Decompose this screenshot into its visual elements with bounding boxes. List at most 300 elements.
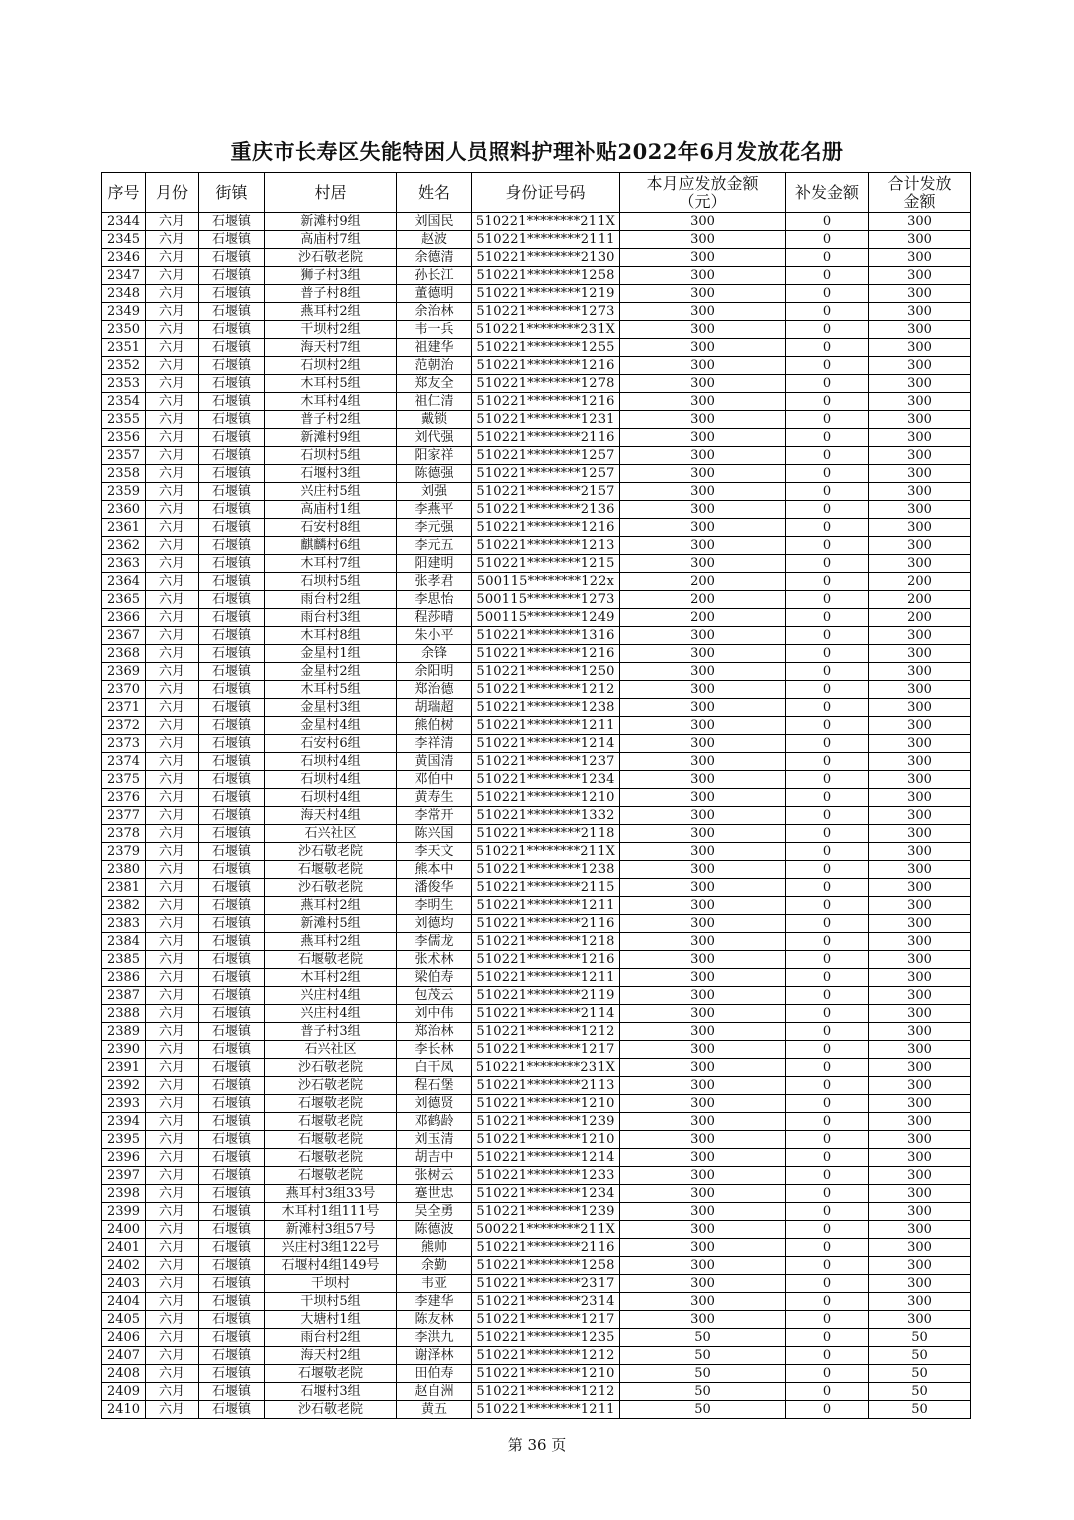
cell-name: 蹇世忠 (397, 1185, 472, 1203)
cell-month: 六月 (146, 861, 199, 879)
cell-village: 石安村8组 (265, 519, 397, 537)
table-row (102, 591, 971, 609)
cell-village: 石坝村4组 (265, 789, 397, 807)
cell-name: 刘强 (397, 483, 472, 501)
cell-name: 李燕平 (397, 501, 472, 519)
cell-name: 韦亚 (397, 1275, 472, 1293)
cell-total: 300 (869, 843, 971, 861)
cell-name: 李洪九 (397, 1329, 472, 1347)
cell-amount-due: 300 (620, 825, 786, 843)
cell-month: 六月 (146, 519, 199, 537)
cell-name: 李长林 (397, 1041, 472, 1059)
cell-id-number: 510221********1239 (472, 1203, 620, 1221)
cell-town: 石堰镇 (199, 1311, 265, 1329)
cell-supplement: 0 (786, 465, 869, 483)
cell-town: 石堰镇 (199, 1185, 265, 1203)
cell-village: 兴庄村4组 (265, 987, 397, 1005)
cell-supplement: 0 (786, 1329, 869, 1347)
cell-total: 300 (869, 969, 971, 987)
cell-amount-due: 300 (620, 699, 786, 717)
cell-amount-due: 300 (620, 1149, 786, 1167)
cell-supplement: 0 (786, 915, 869, 933)
cell-id-number: 510221********1257 (472, 465, 620, 483)
cell-serial-no: 2354 (102, 393, 146, 411)
table-row (102, 717, 971, 735)
cell-supplement: 0 (786, 807, 869, 825)
cell-name: 郑治林 (397, 1023, 472, 1041)
cell-name: 陈德强 (397, 465, 472, 483)
cell-total: 200 (869, 609, 971, 627)
cell-supplement: 0 (786, 555, 869, 573)
cell-supplement: 0 (786, 303, 869, 321)
cell-town: 石堰镇 (199, 249, 265, 267)
cell-town: 石堰镇 (199, 879, 265, 897)
cell-serial-no: 2376 (102, 789, 146, 807)
cell-village: 兴庄村4组 (265, 1005, 397, 1023)
cell-id-number: 510221********2118 (472, 825, 620, 843)
cell-village: 雨台村2组 (265, 591, 397, 609)
cell-serial-no: 2380 (102, 861, 146, 879)
cell-town: 石堰镇 (199, 735, 265, 753)
cell-name: 余治林 (397, 303, 472, 321)
cell-id-number: 510221********231X (472, 1059, 620, 1077)
cell-name: 李建华 (397, 1293, 472, 1311)
cell-village: 海天村2组 (265, 1347, 397, 1365)
cell-id-number: 510221********1217 (472, 1041, 620, 1059)
table-row (102, 915, 971, 933)
cell-town: 石堰镇 (199, 465, 265, 483)
cell-total: 300 (869, 1167, 971, 1185)
cell-amount-due: 300 (620, 915, 786, 933)
cell-name: 李思怡 (397, 591, 472, 609)
cell-town: 石堰镇 (199, 375, 265, 393)
cell-total: 300 (869, 519, 971, 537)
cell-id-number: 500115********122x (472, 573, 620, 591)
cell-amount-due: 300 (620, 951, 786, 969)
cell-total: 300 (869, 411, 971, 429)
cell-name: 李祥清 (397, 735, 472, 753)
cell-town: 石堰镇 (199, 969, 265, 987)
cell-id-number: 510221********2114 (472, 1005, 620, 1023)
cell-town: 石堰镇 (199, 1041, 265, 1059)
header-town: 街镇 (199, 173, 265, 213)
table-row (102, 627, 971, 645)
cell-amount-due: 300 (620, 1293, 786, 1311)
cell-town: 石堰镇 (199, 753, 265, 771)
cell-id-number: 510221********1316 (472, 627, 620, 645)
cell-month: 六月 (146, 1005, 199, 1023)
cell-total: 300 (869, 501, 971, 519)
cell-total: 300 (869, 1113, 971, 1131)
cell-month: 六月 (146, 285, 199, 303)
cell-month: 六月 (146, 1311, 199, 1329)
cell-id-number: 510221********1216 (472, 951, 620, 969)
cell-amount-due: 300 (620, 987, 786, 1005)
cell-id-number: 500221********211X (472, 1221, 620, 1239)
cell-serial-no: 2377 (102, 807, 146, 825)
cell-supplement: 0 (786, 1401, 869, 1419)
cell-village: 海天村4组 (265, 807, 397, 825)
cell-village: 高庙村1组 (265, 501, 397, 519)
cell-village: 石堰村4组149号 (265, 1257, 397, 1275)
cell-id-number: 510221********1219 (472, 285, 620, 303)
cell-supplement: 0 (786, 231, 869, 249)
cell-town: 石堰镇 (199, 411, 265, 429)
table-row (102, 375, 971, 393)
cell-village: 木耳村7组 (265, 555, 397, 573)
table-row (102, 933, 971, 951)
cell-id-number: 500115********1273 (472, 591, 620, 609)
cell-town: 石堰镇 (199, 663, 265, 681)
cell-total: 300 (869, 1059, 971, 1077)
cell-village: 石坝村4组 (265, 753, 397, 771)
table-row (102, 771, 971, 789)
cell-serial-no: 2399 (102, 1203, 146, 1221)
cell-amount-due: 300 (620, 357, 786, 375)
cell-town: 石堰镇 (199, 1383, 265, 1401)
cell-id-number: 510221********2317 (472, 1275, 620, 1293)
cell-total: 300 (869, 717, 971, 735)
cell-town: 石堰镇 (199, 627, 265, 645)
cell-supplement: 0 (786, 627, 869, 645)
table-row (102, 663, 971, 681)
cell-total: 300 (869, 231, 971, 249)
table-row (102, 1023, 971, 1041)
cell-amount-due: 300 (620, 1023, 786, 1041)
cell-name: 陈友林 (397, 1311, 472, 1329)
cell-total: 300 (869, 1095, 971, 1113)
cell-supplement: 0 (786, 1095, 869, 1113)
cell-serial-no: 2391 (102, 1059, 146, 1077)
cell-name: 余阳明 (397, 663, 472, 681)
table-row (102, 1185, 971, 1203)
cell-amount-due: 300 (620, 1077, 786, 1095)
table-row (102, 1347, 971, 1365)
cell-village: 石堰村3组 (265, 1383, 397, 1401)
cell-supplement: 0 (786, 501, 869, 519)
cell-total: 300 (869, 249, 971, 267)
cell-id-number: 510221********2116 (472, 915, 620, 933)
cell-town: 石堰镇 (199, 825, 265, 843)
cell-amount-due: 300 (620, 501, 786, 519)
cell-village: 石堰敬老院 (265, 861, 397, 879)
cell-month: 六月 (146, 1275, 199, 1293)
cell-total: 300 (869, 1131, 971, 1149)
cell-town: 石堰镇 (199, 267, 265, 285)
cell-amount-due: 300 (620, 663, 786, 681)
cell-supplement: 0 (786, 1023, 869, 1041)
cell-amount-due: 300 (620, 789, 786, 807)
cell-serial-no: 2345 (102, 231, 146, 249)
cell-supplement: 0 (786, 843, 869, 861)
cell-total: 300 (869, 987, 971, 1005)
cell-supplement: 0 (786, 933, 869, 951)
cell-serial-no: 2344 (102, 213, 146, 231)
cell-town: 石堰镇 (199, 789, 265, 807)
cell-month: 六月 (146, 681, 199, 699)
cell-total: 300 (869, 1221, 971, 1239)
cell-amount-due: 300 (620, 1239, 786, 1257)
cell-village: 普子村3组 (265, 1023, 397, 1041)
cell-village: 石坝村4组 (265, 771, 397, 789)
cell-name: 范朝治 (397, 357, 472, 375)
cell-amount-due: 200 (620, 591, 786, 609)
table-row (102, 1293, 971, 1311)
cell-month: 六月 (146, 915, 199, 933)
cell-name: 张孝君 (397, 573, 472, 591)
cell-total: 300 (869, 1311, 971, 1329)
cell-supplement: 0 (786, 483, 869, 501)
cell-supplement: 0 (786, 1257, 869, 1275)
cell-village: 沙石敬老院 (265, 249, 397, 267)
cell-id-number: 510221********1212 (472, 1023, 620, 1041)
cell-amount-due: 300 (620, 897, 786, 915)
cell-name: 包茂云 (397, 987, 472, 1005)
cell-name: 刘国民 (397, 213, 472, 231)
table-row (102, 807, 971, 825)
cell-serial-no: 2398 (102, 1185, 146, 1203)
cell-name: 郑友全 (397, 375, 472, 393)
cell-month: 六月 (146, 537, 199, 555)
cell-village: 木耳村8组 (265, 627, 397, 645)
cell-village: 金星村2组 (265, 663, 397, 681)
cell-village: 新滩村3组57号 (265, 1221, 397, 1239)
table-row (102, 1257, 971, 1275)
cell-total: 300 (869, 1149, 971, 1167)
table-row (102, 483, 971, 501)
cell-amount-due: 300 (620, 933, 786, 951)
table-row (102, 1041, 971, 1059)
cell-supplement: 0 (786, 1077, 869, 1095)
cell-id-number: 510221********1213 (472, 537, 620, 555)
cell-total: 50 (869, 1401, 971, 1419)
header-total: 合计发放金额 (869, 173, 971, 213)
cell-month: 六月 (146, 483, 199, 501)
cell-supplement: 0 (786, 681, 869, 699)
cell-town: 石堰镇 (199, 1113, 265, 1131)
cell-month: 六月 (146, 627, 199, 645)
cell-village: 新滩村5组 (265, 915, 397, 933)
cell-serial-no: 2403 (102, 1275, 146, 1293)
cell-supplement: 0 (786, 573, 869, 591)
cell-serial-no: 2346 (102, 249, 146, 267)
cell-total: 300 (869, 321, 971, 339)
cell-town: 石堰镇 (199, 1239, 265, 1257)
cell-village: 普子村2组 (265, 411, 397, 429)
cell-total: 300 (869, 1023, 971, 1041)
cell-town: 石堰镇 (199, 519, 265, 537)
cell-serial-no: 2366 (102, 609, 146, 627)
cell-amount-due: 200 (620, 609, 786, 627)
cell-total: 300 (869, 483, 971, 501)
cell-id-number: 510221********1234 (472, 1185, 620, 1203)
cell-village: 木耳村2组 (265, 969, 397, 987)
cell-name: 祖建华 (397, 339, 472, 357)
cell-name: 白干凤 (397, 1059, 472, 1077)
cell-supplement: 0 (786, 1383, 869, 1401)
cell-total: 300 (869, 861, 971, 879)
cell-amount-due: 300 (620, 1275, 786, 1293)
header-supplement: 补发金额 (786, 173, 869, 213)
cell-name: 邓伯中 (397, 771, 472, 789)
cell-month: 六月 (146, 321, 199, 339)
cell-name: 郑治德 (397, 681, 472, 699)
cell-supplement: 0 (786, 699, 869, 717)
table-row (102, 897, 971, 915)
cell-id-number: 510221********1216 (472, 393, 620, 411)
cell-town: 石堰镇 (199, 321, 265, 339)
table-row (102, 213, 971, 231)
cell-serial-no: 2371 (102, 699, 146, 717)
cell-total: 300 (869, 357, 971, 375)
cell-month: 六月 (146, 753, 199, 771)
cell-town: 石堰镇 (199, 915, 265, 933)
cell-id-number: 510221********1215 (472, 555, 620, 573)
cell-serial-no: 2375 (102, 771, 146, 789)
table-row (102, 825, 971, 843)
cell-village: 沙石敬老院 (265, 1059, 397, 1077)
cell-name: 程石堡 (397, 1077, 472, 1095)
cell-total: 300 (869, 537, 971, 555)
cell-name: 潘俊华 (397, 879, 472, 897)
cell-amount-due: 300 (620, 303, 786, 321)
cell-village: 燕耳村2组 (265, 303, 397, 321)
cell-total: 300 (869, 339, 971, 357)
cell-supplement: 0 (786, 825, 869, 843)
cell-total: 300 (869, 1005, 971, 1023)
cell-name: 刘德贤 (397, 1095, 472, 1113)
cell-town: 石堰镇 (199, 771, 265, 789)
cell-serial-no: 2393 (102, 1095, 146, 1113)
table-row (102, 681, 971, 699)
cell-name: 刘代强 (397, 429, 472, 447)
cell-id-number: 510221********1235 (472, 1329, 620, 1347)
table-row (102, 357, 971, 375)
cell-town: 石堰镇 (199, 501, 265, 519)
cell-serial-no: 2401 (102, 1239, 146, 1257)
cell-total: 300 (869, 303, 971, 321)
cell-id-number: 510221********1332 (472, 807, 620, 825)
cell-town: 石堰镇 (199, 213, 265, 231)
table-row (102, 447, 971, 465)
cell-total: 300 (869, 285, 971, 303)
cell-total: 300 (869, 1185, 971, 1203)
cell-town: 石堰镇 (199, 861, 265, 879)
cell-month: 六月 (146, 1023, 199, 1041)
cell-id-number: 510221********1273 (472, 303, 620, 321)
cell-amount-due: 300 (620, 213, 786, 231)
cell-supplement: 0 (786, 1347, 869, 1365)
cell-month: 六月 (146, 1131, 199, 1149)
cell-supplement: 0 (786, 393, 869, 411)
cell-amount-due: 300 (620, 1221, 786, 1239)
cell-total: 200 (869, 591, 971, 609)
cell-amount-due: 300 (620, 681, 786, 699)
header-village: 村居 (265, 173, 397, 213)
cell-serial-no: 2352 (102, 357, 146, 375)
cell-supplement: 0 (786, 537, 869, 555)
cell-serial-no: 2410 (102, 1401, 146, 1419)
cell-serial-no: 2383 (102, 915, 146, 933)
cell-id-number: 510221********1278 (472, 375, 620, 393)
cell-id-number: 510221********1255 (472, 339, 620, 357)
cell-amount-due: 50 (620, 1401, 786, 1419)
cell-village: 石堰敬老院 (265, 1131, 397, 1149)
table-row (102, 735, 971, 753)
cell-month: 六月 (146, 1167, 199, 1185)
cell-id-number: 510221********2113 (472, 1077, 620, 1095)
cell-id-number: 510221********1211 (472, 969, 620, 987)
cell-month: 六月 (146, 1185, 199, 1203)
cell-supplement: 0 (786, 375, 869, 393)
cell-supplement: 0 (786, 771, 869, 789)
cell-supplement: 0 (786, 285, 869, 303)
cell-name: 谢泽林 (397, 1347, 472, 1365)
cell-supplement: 0 (786, 447, 869, 465)
cell-id-number: 510221********1214 (472, 735, 620, 753)
table-row (102, 1005, 971, 1023)
cell-village: 沙石敬老院 (265, 843, 397, 861)
cell-id-number: 510221********2119 (472, 987, 620, 1005)
cell-month: 六月 (146, 1365, 199, 1383)
cell-serial-no: 2359 (102, 483, 146, 501)
table-row (102, 1383, 971, 1401)
cell-month: 六月 (146, 807, 199, 825)
cell-amount-due: 300 (620, 879, 786, 897)
cell-id-number: 510221********2115 (472, 879, 620, 897)
cell-month: 六月 (146, 1203, 199, 1221)
cell-month: 六月 (146, 663, 199, 681)
cell-amount-due: 300 (620, 807, 786, 825)
cell-id-number: 510221********2116 (472, 1239, 620, 1257)
cell-serial-no: 2388 (102, 1005, 146, 1023)
cell-village: 雨台村3组 (265, 609, 397, 627)
cell-village: 沙石敬老院 (265, 1401, 397, 1419)
cell-village: 石坝村5组 (265, 573, 397, 591)
cell-name: 胡吉中 (397, 1149, 472, 1167)
cell-month: 六月 (146, 645, 199, 663)
table-row (102, 285, 971, 303)
cell-amount-due: 300 (620, 771, 786, 789)
cell-town: 石堰镇 (199, 339, 265, 357)
table-row (102, 879, 971, 897)
cell-village: 石坝村5组 (265, 447, 397, 465)
cell-total: 300 (869, 213, 971, 231)
cell-name: 阳家祥 (397, 447, 472, 465)
cell-name: 朱小平 (397, 627, 472, 645)
cell-total: 300 (869, 429, 971, 447)
cell-total: 300 (869, 933, 971, 951)
cell-id-number: 510221********1231 (472, 411, 620, 429)
cell-month: 六月 (146, 1095, 199, 1113)
cell-town: 石堰镇 (199, 1347, 265, 1365)
cell-village: 麒麟村6组 (265, 537, 397, 555)
cell-serial-no: 2408 (102, 1365, 146, 1383)
cell-serial-no: 2392 (102, 1077, 146, 1095)
cell-serial-no: 2348 (102, 285, 146, 303)
cell-serial-no: 2365 (102, 591, 146, 609)
cell-town: 石堰镇 (199, 681, 265, 699)
cell-name: 张术林 (397, 951, 472, 969)
cell-serial-no: 2405 (102, 1311, 146, 1329)
cell-serial-no: 2372 (102, 717, 146, 735)
cell-town: 石堰镇 (199, 483, 265, 501)
cell-total: 200 (869, 573, 971, 591)
cell-name: 邓鹤龄 (397, 1113, 472, 1131)
cell-serial-no: 2400 (102, 1221, 146, 1239)
cell-town: 石堰镇 (199, 1059, 265, 1077)
cell-village: 金星村3组 (265, 699, 397, 717)
